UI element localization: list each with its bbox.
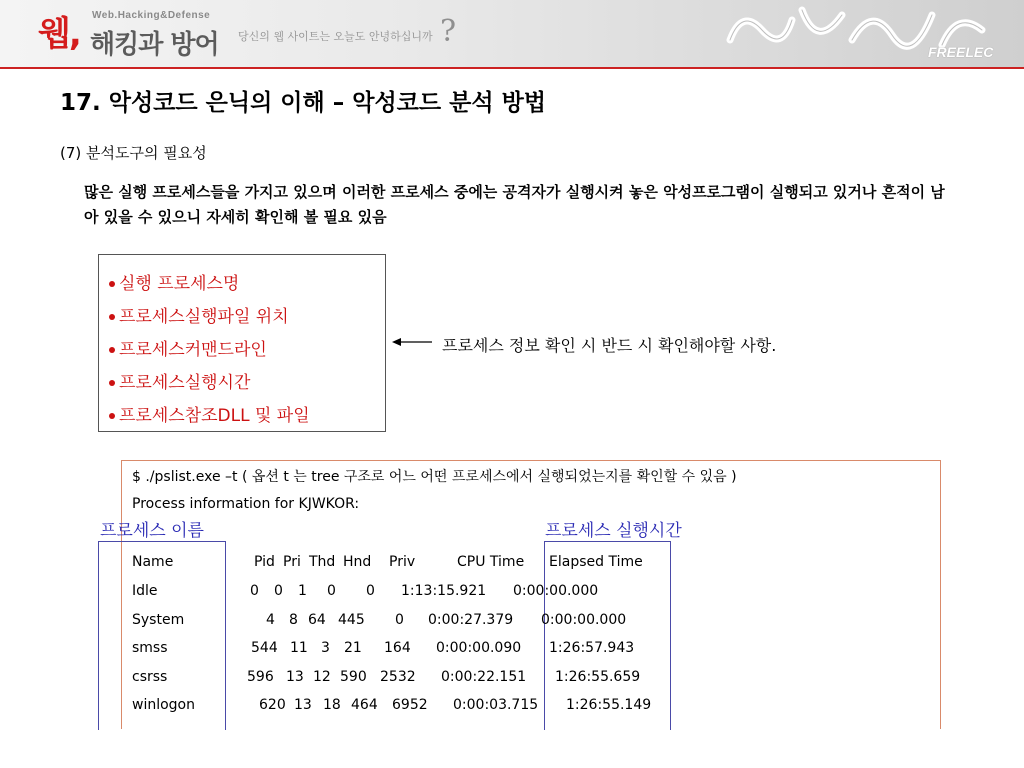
checklist-item (109, 269, 239, 294)
cell-cpu-time: 0:00:22.151 (441, 669, 527, 685)
logo-title: 해킹과 방어 (90, 30, 219, 60)
checklist-item-label: 실행 프로세스명 (119, 274, 240, 294)
arrow-left-icon (392, 336, 432, 348)
cell-hnd: 0 (327, 583, 336, 599)
checklist-box (98, 254, 386, 432)
cell-hnd: 464 (351, 697, 378, 713)
cell-elapsed-time: 0:00:00.000 (513, 583, 599, 599)
cell-thd: 1 (298, 583, 307, 599)
cell-pri: 11 (290, 640, 308, 656)
cell-cpu-time: 0:00:00.090 (436, 640, 522, 656)
cell-name: System (132, 612, 185, 628)
bullet-icon (109, 314, 115, 320)
cell-priv: 0 (395, 612, 404, 628)
header-tagline: 당신의 웹 사이트는 오늘도 안녕하십니까 (238, 30, 433, 43)
cell-elapsed-time: 1:26:57.943 (549, 640, 635, 656)
process-name-label: 프로세스 이름 (100, 521, 204, 541)
cell-pid: 0 (250, 583, 259, 599)
header-thd: Thd (309, 554, 336, 570)
cell-thd: 12 (313, 669, 331, 685)
cell-name: smss (132, 640, 168, 656)
header-cpu-time: CPU Time (457, 554, 525, 570)
cell-name: csrss (132, 669, 168, 685)
calligraphy-logo (722, 0, 1002, 71)
cell-pid: 596 (247, 669, 274, 685)
tagline-question-mark: ? (440, 14, 457, 49)
checklist-item (109, 302, 289, 327)
cell-elapsed-time: 0:00:00.000 (541, 612, 627, 628)
bullet-icon (109, 347, 115, 353)
header-name: Name (132, 554, 174, 570)
cell-hnd: 590 (340, 669, 367, 685)
cell-name: winlogon (132, 697, 195, 713)
process-info-line: Process information for KJWKOR: (132, 496, 360, 512)
checklist-item-label: 프로세스실행시간 (119, 373, 251, 393)
header-elapsed-time: Elapsed Time (549, 554, 643, 570)
cell-elapsed-time: 1:26:55.149 (566, 697, 652, 713)
pslist-command: $ ./pslist.exe –t ( 옵션 t 는 tree 구조로 어느 어떤 프로세스에서 실행되었는지를 확인할 수 있음 ) (132, 469, 737, 485)
cell-pid: 544 (251, 640, 278, 656)
cell-name: Idle (132, 583, 158, 599)
cell-pri: 13 (294, 697, 312, 713)
cell-pri: 8 (289, 612, 298, 628)
cell-priv: 2532 (380, 669, 416, 685)
checklist-item-label: 프로세스커맨드라인 (119, 340, 267, 360)
cell-priv: 6952 (392, 697, 428, 713)
cell-priv: 0 (366, 583, 375, 599)
cell-pid: 620 (259, 697, 286, 713)
cell-priv: 164 (384, 640, 411, 656)
cell-pri: 0 (274, 583, 283, 599)
checklist-item (109, 368, 250, 393)
checklist-item (109, 335, 267, 360)
process-elapsed-label: 프로세스 실행시간 (545, 521, 682, 541)
cell-pid: 4 (266, 612, 275, 628)
bullet-icon (109, 281, 115, 287)
header-pid: Pid (254, 554, 275, 570)
checklist-note: 프로세스 정보 확인 시 반드 시 확인해야할 사항. (442, 336, 777, 355)
publisher-logo: FREELEC (928, 44, 994, 60)
bullet-icon (109, 380, 115, 386)
cell-hnd: 21 (344, 640, 362, 656)
cell-hnd: 445 (338, 612, 365, 628)
checklist-item (109, 401, 310, 426)
logo-mark: 웹, (38, 14, 80, 54)
header-priv: Priv (389, 554, 416, 570)
cell-thd: 18 (323, 697, 341, 713)
slide-description: 많은 실행 프로세스들을 가지고 있으며 이러한 프로세스 중에는 공격자가 실행시켜 놓은 악성프로그램이 실행되고 있거나 흔적이 남아 있을 수 있으니 자세히 확인해 볼 필요 있음 (84, 183, 945, 226)
cell-cpu-time: 0:00:03.715 (453, 697, 539, 713)
cell-pri: 13 (286, 669, 304, 685)
slide-subtitle: (7) 분석도구의 필요성 (60, 144, 207, 162)
cell-cpu-time: 0:00:27.379 (428, 612, 514, 628)
logo-subtitle: Web.Hacking&Defense (92, 10, 211, 21)
bullet-icon (109, 413, 115, 419)
slide-title: 17. 악성코드 은닉의 이해 – 악성코드 분석 방법 (60, 90, 547, 116)
cell-thd: 3 (321, 640, 330, 656)
header-hnd: Hnd (343, 554, 372, 570)
header-pri: Pri (283, 554, 301, 570)
checklist-item-label: 프로세스참조DLL 및 파일 (119, 406, 310, 426)
checklist-item-label: 프로세스실행파일 위치 (119, 307, 289, 327)
cell-thd: 64 (308, 612, 326, 628)
cell-elapsed-time: 1:26:55.659 (555, 669, 641, 685)
cell-cpu-time: 1:13:15.921 (401, 583, 487, 599)
